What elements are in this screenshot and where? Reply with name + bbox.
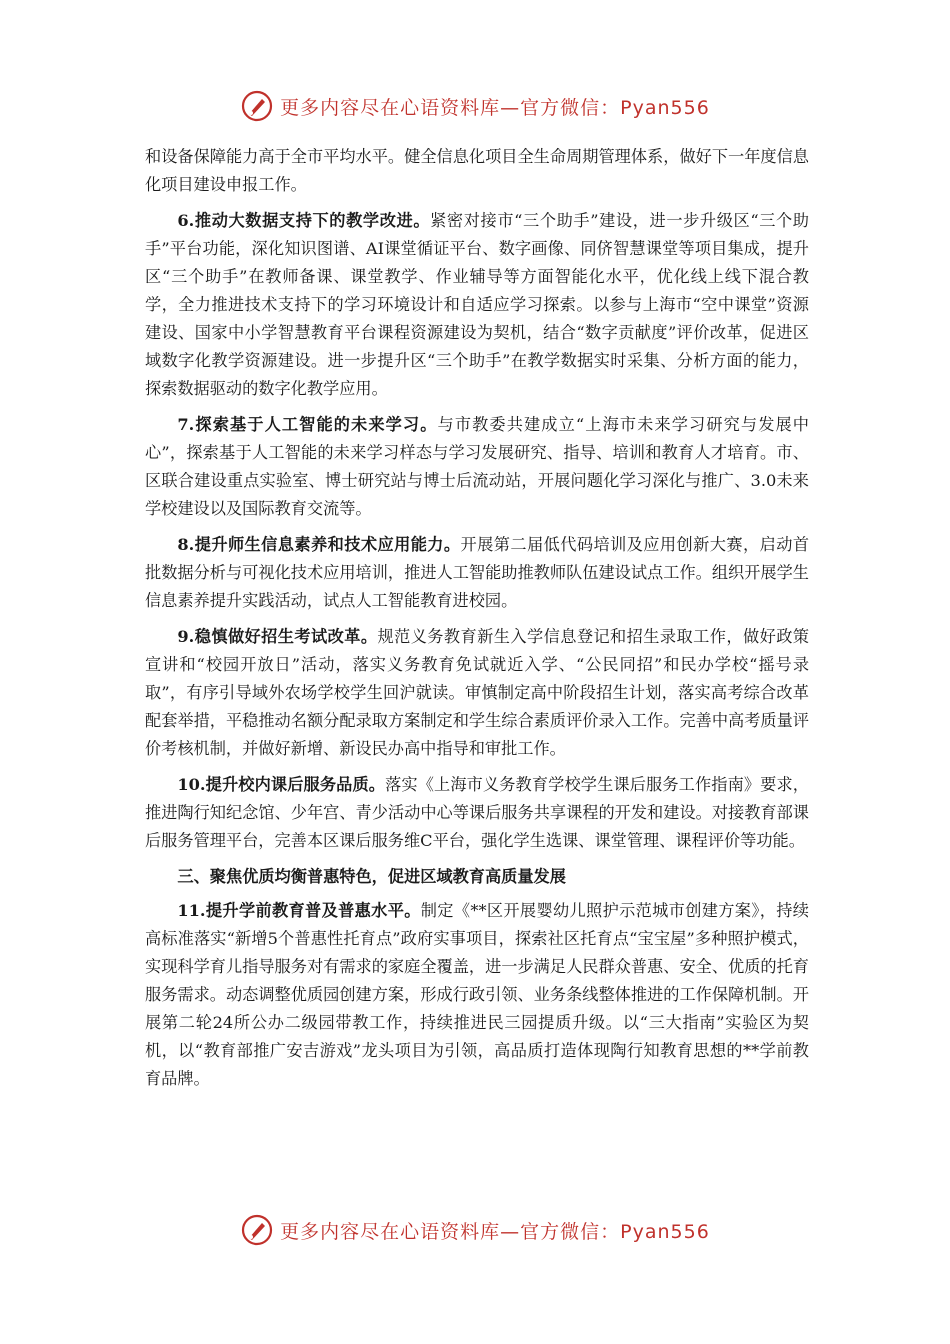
paragraph: [145, 897, 809, 1093]
paragraph: [145, 207, 809, 403]
banner-text: 更多内容尽在心语资料库—官方微信：Pyan556: [280, 96, 710, 119]
paragraph-text: 规范义务教育新生入学信息登记和招生录取工作，做好政策宣讲和“校园开放日”活动，落实义务教育免试就近入学、“公民同招”和民办学校“摇号录取”，有序引导域外农场学校学生回沪就读。审慎制定高中阶段招生计划，落实高考综合改革配套举措，平稳推动名额分配录取方案制定和学生综合素质评价录入工作。完善中高考质量评价考核机制，并做好新增、新设民办高中指导和审批工作。: [145, 627, 809, 758]
paragraph: [145, 771, 809, 855]
footer-banner: [0, 1210, 950, 1250]
paragraph-text: 开展第二届低代码培训及应用创新大赛，启动首批数据分析与可视化技术应用培训，推进人工智能助推教师队伍建设试点工作。组织开展学生信息素养提升实践活动，试点人工智能教育进校园。: [145, 535, 810, 610]
paragraph: [145, 143, 809, 199]
paragraph: [145, 411, 809, 523]
paragraph-text: 制定《**区开展婴幼儿照护示范城市创建方案》，持续高标准落实“新增5个普惠性托育点”政府实事项目，探索社区托育点“宝宝屋”多种照护模式，实现科学育儿指导服务对有需求的家庭全覆盖，进一步满足人民群众普惠、安全、优质的托育服务需求。动态调整优质园创建方案，形成行政引领、业务条线整体推进的工作保障机制。开展第二轮24所公办二级园带教工作，持续推进民三园提质升级。以“三大指南”实验区为契机，以“教育部推广安吉游戏”龙头项目为引领，高品质打造体现陶行知教育思想的**学前教育品牌。: [145, 901, 809, 1088]
pen-nib-icon: [240, 89, 274, 123]
paragraph-lead: 11.提升学前教育普及普惠水平。: [177, 901, 421, 920]
header-banner: [0, 86, 950, 126]
banner-text: 更多内容尽在心语资料库—官方微信：Pyan556: [280, 1220, 710, 1243]
document-body: [145, 143, 809, 1101]
paragraph-lead: 7.探索基于人工智能的未来学习。: [177, 415, 438, 434]
paragraph-lead: 6.推动大数据支持下的教学改进。: [177, 211, 431, 230]
paragraph-text: 与市教委共建成立“上海市未来学习研究与发展中心”，探索基于人工智能的未来学习样态与学习发展研究、指导、培训和教育人才培育。市、区联合建设重点实验室、博士研究站与博士后流动站，开展问题化学习深化与推广、3.0未来学校建设以及国际教育交流等。: [145, 415, 809, 518]
paragraph-lead: 8.提升师生信息素养和技术应用能力。: [177, 535, 461, 554]
paragraph-text: 紧密对接市“三个助手”建设，进一步升级区“三个助手”平台功能，深化知识图谱、AI课堂循证平台、数字画像、同侪智慧课堂等项目集成，提升区“三个助手”在教师备课、课堂教学、作业辅导等方面智能化水平，优化线上线下混合教学，全力推进技术支持下的学习环境设计和自适应学习探索。以参与上海市“空中课堂”资源建设、国家中小学智慧教育平台课程资源建设为契机，结合“数字贡献度”评价改革，促进区域数字化教学资源建设。进一步提升区“三个助手”在教学数据实时采集、分析方面的能力，探索数据驱动的数字化教学应用。: [145, 211, 809, 398]
paragraph-lead: 9.稳慎做好招生考试改革。: [177, 627, 378, 646]
paragraph-text: 和设备保障能力高于全市平均水平。健全信息化项目全生命周期管理体系，做好下一年度信息化项目建设申报工作。: [145, 147, 809, 194]
paragraph: [145, 623, 809, 763]
section-heading: 三、聚焦优质均衡普惠特色，促进区域教育高质量发展: [177, 867, 566, 886]
pen-nib-icon: [240, 1213, 274, 1247]
paragraph-text: 落实《上海市义务教育学校学生课后服务工作指南》要求，推进陶行知纪念馆、少年宫、青少活动中心等课后服务共享课程的开发和建设。对接教育部课后服务管理平台，完善本区课后服务维C平台，强化学生选课、课堂管理、课程评价等功能。: [145, 775, 809, 850]
paragraph-lead: 10.提升校内课后服务品质。: [177, 775, 386, 794]
paragraph: [145, 531, 809, 615]
